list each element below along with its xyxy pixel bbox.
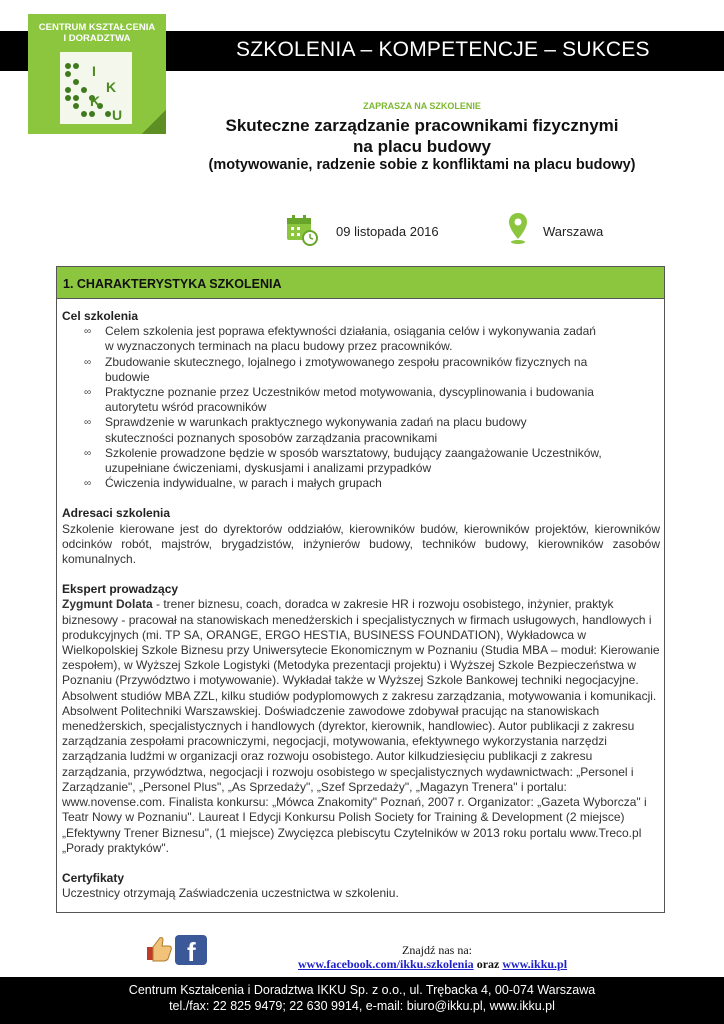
- calendar-clock-icon: [286, 214, 318, 246]
- social-icons: [145, 933, 211, 972]
- expert-bio-paragraph: [62, 597, 660, 855]
- facebook-link[interactable]: www.facebook.com/ikku.szkolenia: [298, 957, 474, 971]
- list-item: ∞ Szkolenie prowadzone będzie w sposób warsztatowy, budujący zaangażowanie Uczestników, uzupełniane ćwiczeniami, dyskusjami i analizami przypadków: [84, 445, 602, 476]
- website-link[interactable]: www.ikku.pl: [502, 957, 568, 971]
- bullet-icon: ∞: [84, 417, 92, 429]
- training-title-line2: na placu budowy: [353, 137, 491, 156]
- list-item: ∞ Sprawdzenie w warunkach praktycznego wykonywania zadań na placu budowy skuteczności poznanych sposobów zarządzania pracownikami: [84, 415, 527, 445]
- and-text: oraz: [476, 957, 500, 971]
- logo-letter-k2: K: [90, 93, 101, 109]
- cert-text: Uczestnicy otrzymają Zaświadczenia uczestnictwa w szkoleniu.: [62, 886, 399, 901]
- social-links: [298, 957, 567, 972]
- list-item: ∞ Celem szkolenia jest poprawa efektywności działania, osiągania celów i wykonywania zadań w wyznaczonych terminach na placu budowy przez pracowników.: [84, 324, 596, 354]
- list-item: ∞ Ćwiczenia indywidualne, w parach i małych grupach: [84, 476, 382, 491]
- social-icon-group: [145, 933, 211, 967]
- goal-title: Cel szkolenia: [62, 309, 139, 323]
- invite-label: ZAPRASZA NA SZKOLENIE: [363, 101, 481, 111]
- expert-title: Ekspert prowadzący: [62, 582, 179, 597]
- logo-title: CENTRUM KSZTAŁCENIA I DORADZTWA: [38, 22, 156, 44]
- facebook-icon: [175, 935, 207, 967]
- footer-address: Centrum Kształcenia i Doradztwa IKKU Sp. z o.o., ul. Trębacka 4, 00-074 Warszawa: [128, 983, 596, 997]
- training-title-line1: Skuteczne zarządzanie pracownikami fizycznymi: [225, 116, 619, 135]
- logo-letter-k1: K: [106, 79, 117, 95]
- training-characteristics-box: [56, 266, 665, 913]
- section-content: [62, 309, 660, 901]
- training-location: Warszawa: [543, 224, 604, 239]
- cert-title: Certyfikaty: [62, 870, 125, 885]
- audience-text: Szkolenie kierowane jest do dyrektorów oddziałów, kierowników budów, kierowników projektów, kierowników odcinków robót, majstrów, brygadzistów, inżynierów budowy, techników budowy, kierowników zasobów komunalnych.: [62, 521, 660, 567]
- goal-list: [62, 324, 660, 491]
- bullet-icon: ∞: [84, 356, 92, 368]
- footer-contact: tel./fax: 22 825 9479; 22 630 9914, e-mail: biuro@ikku.pl, www.ikku.pl: [169, 999, 555, 1013]
- logo-letter-u: U: [112, 107, 123, 123]
- footer: [0, 977, 724, 1024]
- section-header: [57, 267, 664, 299]
- list-item: ∞ Praktyczne poznanie przez Uczestników metod motywowania, dyscyplinowania i budowania autorytetu wśród pracowników: [84, 385, 594, 415]
- facebook-letter: f: [187, 937, 196, 967]
- bullet-icon: ∞: [84, 387, 92, 399]
- find-us-label: Znajdź nas na:: [402, 943, 472, 957]
- map-pin-icon: [508, 212, 528, 246]
- bullet-icon: ∞: [84, 326, 92, 338]
- bullet-icon: ∞: [84, 447, 92, 459]
- audience-title: Adresaci szkolenia: [62, 506, 171, 521]
- logo-letter-i: I: [92, 63, 96, 79]
- training-subtitle: (motywowanie, radzenie sobie z konfliktami na placu budowy): [208, 157, 636, 173]
- banner-slogan: SZKOLENIA – KOMPETENCJE – SUKCES: [236, 38, 650, 61]
- thumbs-up-icon: [147, 938, 171, 961]
- list-item: ∞ Zbudowanie skutecznego, lojalnego i zmotywowanego zespołu pracowników fizycznych na budowie: [84, 354, 588, 384]
- expert-bio: - trener biznesu, coach, doradca w zakresie HR i rozwoju osobistego, inżynier, praktyk biznesowy - pracował na stanowiskach menedżerskich i specjalistycznych w firmach usługowych, handlowych i produkcyjnych (mi. TP SA, ORANGE, ERGO HESTIA, BUSINESS FOUNDATION), Wykładowca w Wielkopolskiej Szkole Biznesu przy Uniwersytecie Ekonomicznym w Poznaniu (Studia MBA – moduł: Kierowanie zespołem), w Wyższej Szkole Logistyki (Metodyka prezentacji projektu) i Wyższej Szkole Bezpieczeństwa w Poznaniu (Przywództwo i motywowanie). Wykładał także w Wyższej Szkole Bankowej techniki negocjacyjne. Absolwent studiów MBA ZZL, kilku studiów podyplomowych z zakresu zarządzania, motywowania i komunikacji. Absolwent Politechniki Warszawskiej. Doświadczenie zawodowe zdobywał pracując na stanowiskach menedżerskich, specjalistycznych i handlowych (dyrektor, kierownik, handlowiec). Autor publikacji z zakresu zarządzania zespołami pracowniczymi, negocjacji, motywowania, efektywnego wykorzystania narzędzi zarządzania ludźmi w organizacji oraz rozwoju osobistego. Autor kilkudziesięciu publikacji z zakresu zarządzania, przywództwa, negocjacji i rozwoju osobistego w specjalistycznych wydawnictwach: „Personel i Zarządzanie", „Personel Plus", „As Sprzedaży", „Szef Sprzedaży", „Magazyn Trenera" i portalu: www.novense.com. Finalista konkursu: „Mówca Znakomity" Poznań, 2007 r. Organizator: „Gazeta Wyborcza" i Teatr Nowy w Poznaniu". Laureat I Edycji Konkursu Polish Society for Training & Development (2 miejsce) „Efektywny Trener Biznesu", (1 miejsce) Zwycięzca plebiscytu Czytelników w 2013 roku portalu www.Treco.pl „Porady praktyków".: [62, 597, 660, 855]
- expert-name: Zygmunt Dolata: [62, 597, 153, 612]
- section-heading: 1. CHARAKTERYSTYKA SZKOLENIA: [63, 277, 282, 291]
- bullet-icon: ∞: [84, 478, 92, 490]
- training-date: 09 listopada 2016: [336, 224, 439, 239]
